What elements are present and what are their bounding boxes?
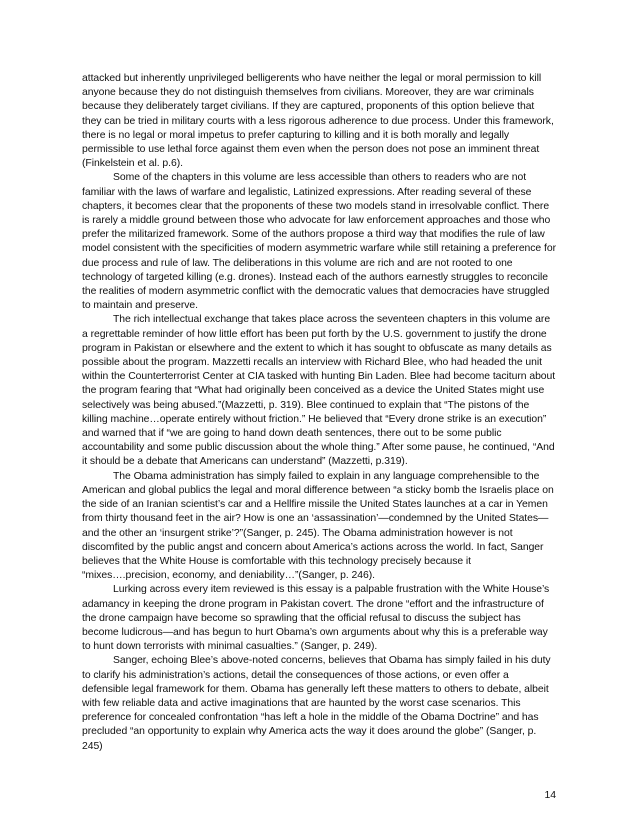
paragraph-6: Sanger, echoing Blee’s above-noted concerns, believes that Obama has simply failed in his duty to clarify his administration’s actions, detail the consequences of those actions, or even offer a defensible legal framework for them. Obama has generally left these matters to others to debate, albeit with few reliable data and active imaginations that are haunted by the worst case scenarios. This preference for concealed confrontation “has left a hole in the middle of the Obama Doctrine” and has precluded “an opportunity to explain why America acts the way it does around the globe” (Sanger, p. 245)	[82, 655, 551, 752]
paragraph-5: Lurking across every item reviewed is this essay is a palpable frustration with the White House’s adamancy in keeping the drone program in Pakistan covert. The drone “effort and the infrastructure of the drone campaign have become so sprawling that the official refusal to discuss the subject has become ludicrous—and has begun to hurt Obama’s own arguments about why this is a preferable way to hunt down terrorists with minimal casualties.” (Sanger, p. 249).	[82, 584, 550, 653]
paragraph-3: The rich intellectual exchange that takes place across the seventeen chapters in this volume are a regrettable reminder of how little effort has been put forth by the U.S. government to justify the drone program in Pakistan or elsewhere and the extent to which it has sought to obfuscate as many details as possible about the program. Mazzetti recalls an interview with Richard Blee, who had headed the unit within the Counterterrorist Center at CIA tasked with hunting Bin Laden. Blee had become taciturn about the program fearing that “What had originally been conceived as a device the United States might use selectively was being abused.”(Mazzetti, p. 319). Blee continued to explain that “The pistons of the killing machine…operate entirely without friction.” He believed that “Every drone strike is an execution” and warned that if “we are going to hand down death sentences, there out to be some public accountability and some public discussion about the whole thing.” After some pause, he continued, “And it should be a debate that Americans can understand” (Mazzetti, p.319).	[82, 314, 556, 468]
body-text	[82, 72, 556, 754]
paragraph-4: The Obama administration has simply failed to explain in any language comprehensible to the American and global publics the legal and moral difference between “a sticky bomb the Israelis place on the side of an Iranian scientist’s car and a Hellfire missile the United States launches at a car in Yemen from thirty thousand feet in the air? How is one an ‘assassination’—condemned by the United States—and the other an ‘insurgent strike’?”(Sanger, p. 245). The Obama administration however is not discomfited by the public angst and concern about America’s actions across the world. In fact, Sanger believes that the White House is comfortable with this technology precisely because it “mixes….precision, economy, and deniability…”(Sanger, p. 246).	[82, 470, 554, 582]
paragraph-1: attacked but inherently unprivileged belligerents who have neither the legal or moral permission to kill anyone because they do not distinguish themselves from civilians. Moreover, they are war criminals because they deliberately target civilians. If they are captured, proponents of this option believe that they can be tried in military courts with a less rigorous adherence to due process. Under this framework, there is no legal or moral impetus to prefer capturing to killing and it is both morally and legally permissible to use lethal force against them even when the person does not pose an imminent threat (Finkelstein et al. p.6).	[82, 73, 554, 170]
paragraph-2: Some of the chapters in this volume are less accessible than others to readers who are not familiar with the laws of warfare and legalistic, Latinized expressions. After reading several of these chapters, it becomes clear that the proponents of these two models stand in irresolvable conflict. There is rarely a middle ground between those who advocate for law enforcement approaches and those who prefer the militarized framework. Some of the authors propose a third way that modifies the rule of law model consistent with the specificities of modern asymmetric warfare while still retaining a preference for due process and rule of law. The deliberations in this volume are rich and are not rooted to one technology of targeted killing (e.g. drones). Instead each of the authors earnestly struggles to reconcile the realities of modern asymmetric conflict with the democratic values that democracies have struggled to maintain and preserve.	[82, 172, 556, 312]
page-number: 14	[544, 790, 556, 801]
